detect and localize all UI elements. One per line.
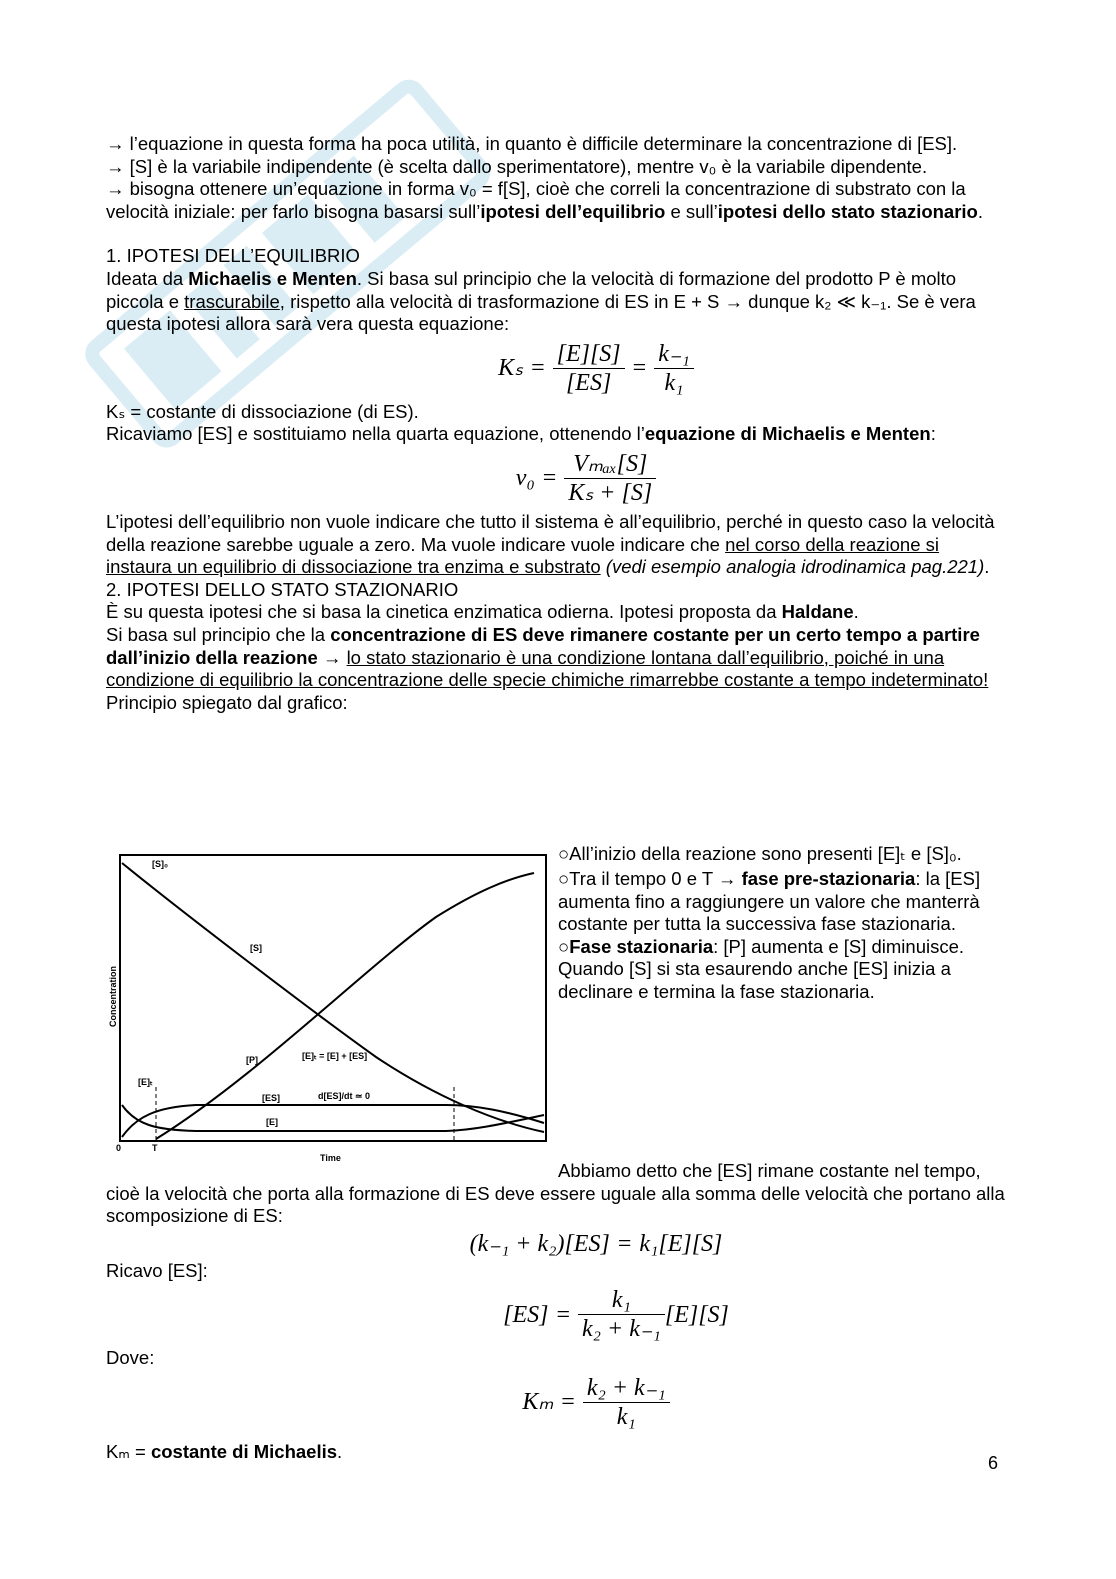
graph-notes [558,840,998,1004]
dove-label: Dove: [106,1347,155,1369]
label-deriv: d[ES]/dt ≃ 0 [318,1091,371,1101]
graph-caption: Principio spiegato dal grafico: [106,691,348,713]
kinetics-graph [106,847,550,1167]
note-1: ○All’inizio della reazione sono presenti [E]ₜ e [S]₀. [558,843,962,864]
ks-definition: Kₛ = costante di dissociazione (di ES). [106,400,419,422]
page-number: 6 [988,1453,999,1473]
label-et: [E]ₜ [138,1077,153,1087]
label-time: Time [320,1153,341,1163]
intro-line-1: → l’equazione in questa forma ha poca utilità, in quanto è difficile determinare la concentrazione di [ES]. [106,133,958,154]
curve-es [122,1105,544,1137]
label-es: [ES] [262,1093,280,1103]
equilibrium-explanation: L’ipotesi dell’equilibrio non vuole indicare che tutto il sistema è all’equilibrio, perché in questo caso la velocità della reazione sarebbe uguale a zero. Ma vuole indicare vuole indicare che nel corso della reazione si instaura un equilibrio di dissociazione tra enzima e substrato (vedi esempio analogia idrodinamica pag.221). [106,510,995,578]
km-definition: Kₘ = costante di Michaelis. [106,1440,343,1462]
equation-michaelis-menten: v₀ = $\frac{\text{Vₘₐₓ[S]}}{\text{Kₛ + [S]}}$ [166,450,1006,507]
note-3: ○Fase stazionaria: [P] aumenta e [S] diminuisce. Quando [S] si sta esaurendo anche [ES] inizia a declinare e termina la fase stazionaria. [558,935,965,1002]
equation-ks: Kₛ = $\frac{[E][S]}{[ES]}$ = $\frac{\text{k₋₁}}{\text{k₁}}$ [186,340,1006,397]
steady-state-text: Abbiamo detto che [ES] rimane costante nel tempo, cioè la velocità che porta alla formazione di ES deve essere uguale alla somma delle velocità che portano alla scomposizione di ES: [106,1160,1005,1227]
ricavo-label: Ricavo [ES]: [106,1259,208,1281]
page-content-bottom [106,1160,1006,1464]
note-2: ○Tra il tempo 0 e T → fase pre-stazionaria: la [ES] aumenta fino a raggiungere un valore che manterrà costante per tutta la successiva fase stazionaria. [558,868,981,935]
section-1-text: Ideata da Michaelis e Menten. Si basa sul principio che la velocità di formazione del prodotto P è molto piccola e trascurabile, rispetto alla velocità di trasformazione di ES in E + S → dunque k₂ ≪ k₋₁. Se è vera questa ipotesi allora sarà vera questa equazione: [106,267,976,335]
label-zero: 0 [116,1143,122,1153]
label-et-eq: [E]ₜ = [E] + [ES] [302,1051,368,1061]
label-s: [S] [250,943,262,953]
page-content [106,133,1006,714]
equation-km: Kₘ = $\frac{\text{k₂ + k₋₁}}{\text{k₁}}$ [186,1374,1006,1431]
label-e: [E] [266,1117,278,1127]
label-s0: [S]₀ [152,859,169,869]
intro-line-3: → bisogna ottenere un’equazione in forma v₀ = f[S], cioè che correli la concentrazione di substrato con la velocità iniziale: per farlo bisogna basarsi sull’ipotesi dell’equilibrio e sull’ipotesi dello stato stazionario. [106,178,984,222]
intro-line-2: → [S] è la variabile indipendente (è scelta dallo sperimentatore), mentre v₀ è la variabile dipendente. [106,155,928,177]
curve-e [122,1105,544,1131]
equation-steady-state: (k₋₁ + k₂)[ES] = k₁[E][S] [469,1230,723,1257]
equation-es: [ES] = $\frac{\text{k₁}}{\text{k₂ + k₋₁}}$ [E][S] [503,1287,729,1343]
label-t: T [152,1143,158,1153]
label-p: [P] [246,1055,258,1065]
michaelis-menten-intro: Ricaviamo [ES] e sostituiamo nella quarta equazione, ottenendo l’equazione di Michaelis e Menten: [106,423,936,445]
section-1-heading: 1. IPOTESI DELL’EQUILIBRIO [106,245,360,267]
label-concentration: Concentration [108,965,118,1027]
section-2-text-1: È su questa ipotesi che si basa la cinetica enzimatica odierna. Ipotesi proposta da Haldane. [106,601,859,623]
section-2-heading: 2. IPOTESI DELLO STATO STAZIONARIO [106,578,459,600]
section-2-text-2: Si basa sul principio che la concentrazione di ES deve rimanere costante per un certo tempo a partire dall’inizio della reazione → lo stato stazionario è una condizione lontana dall’equilibrio, poiché in una condizione di equilibrio la concentrazione delle specie chimiche rimarrebbe costante a tempo indeterminato! [106,623,989,691]
